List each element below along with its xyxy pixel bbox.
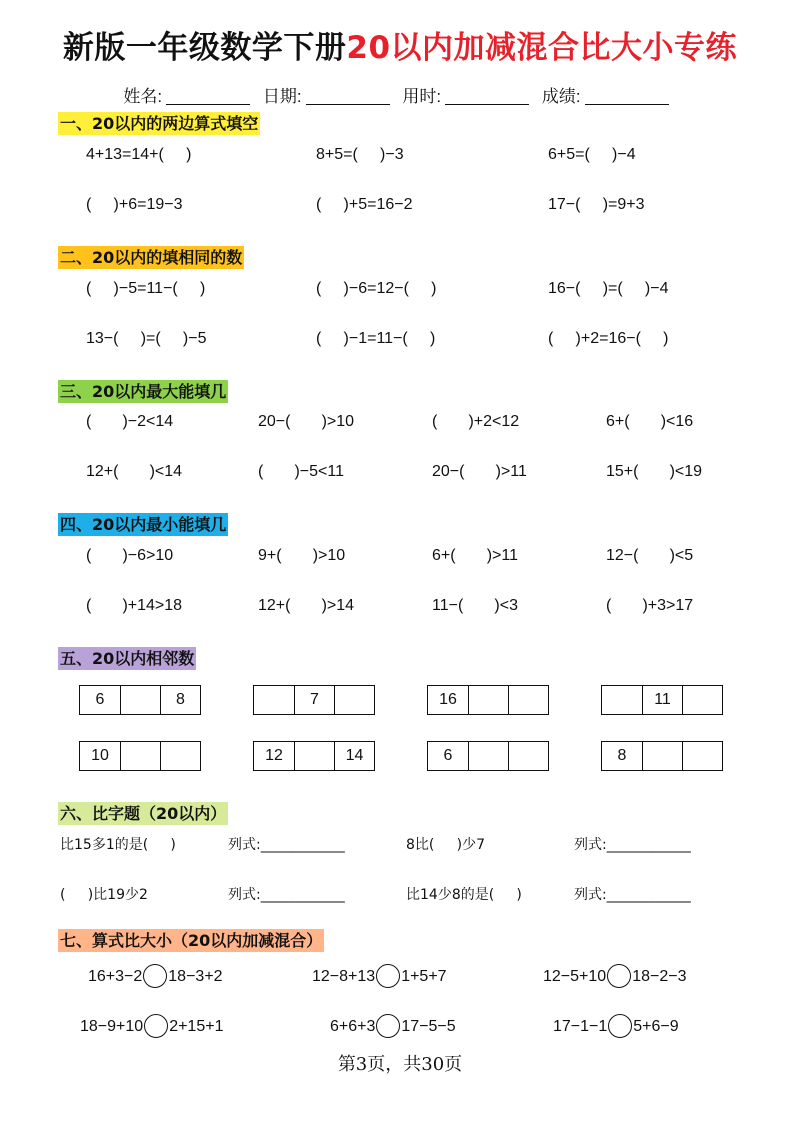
compare-left: 12−5+10	[543, 968, 607, 985]
neighbor-box	[601, 685, 723, 715]
s2-item: 16−( )=( )−4	[548, 280, 669, 297]
s1-item: 17−( )=9+3	[548, 196, 645, 213]
page-title	[0, 22, 800, 67]
s1-item: 6+5=( )−4	[548, 146, 636, 163]
neighbor-cell[interactable]	[334, 686, 374, 714]
compare-right: 1+5+7	[401, 968, 447, 985]
name-field[interactable]	[166, 88, 250, 105]
s2-item: ( )+2=16−( )	[548, 330, 669, 347]
name-label: 姓名:	[123, 87, 163, 106]
section-1-title: 一、20以内的两边算式填空	[60, 114, 259, 133]
compare-left: 16+3−2	[88, 968, 143, 985]
compare-item	[330, 1014, 456, 1038]
s4-item: 11−( )<3	[432, 597, 518, 614]
s4-item: 12−( )<5	[606, 547, 694, 564]
compare-circle[interactable]	[144, 1014, 168, 1038]
neighbor-cell[interactable]	[508, 686, 548, 714]
neighbor-cell[interactable]	[120, 742, 160, 770]
neighbor-cell[interactable]	[160, 742, 200, 770]
neighbor-cell[interactable]: 14	[334, 742, 374, 770]
section-6-title: 六、比字题（20以内）	[60, 804, 227, 823]
compare-left: 17−1−1	[553, 1018, 608, 1035]
title-main: 新版一年级数学下册	[62, 30, 347, 66]
s3-item: ( )−5<11	[258, 463, 344, 480]
neighbor-box	[427, 685, 549, 715]
neighbor-cell[interactable]: 12	[265, 747, 283, 764]
neighbor-cell[interactable]: 8	[617, 747, 627, 764]
s6-item: 列式:____________	[574, 837, 691, 853]
compare-item	[312, 964, 447, 988]
neighbor-cell[interactable]	[682, 742, 722, 770]
s1-item: ( )+5=16−2	[316, 196, 413, 213]
compare-circle[interactable]	[143, 964, 167, 988]
neighbor-box	[427, 741, 549, 771]
neighbor-cell[interactable]	[642, 742, 682, 770]
neighbor-cell[interactable]	[508, 742, 548, 770]
s6-item: 比15多1的是( )	[60, 837, 176, 853]
neighbor-box	[79, 685, 201, 715]
s3-item: 20−( )>10	[258, 413, 355, 430]
compare-item	[543, 964, 686, 988]
neighbor-cell[interactable]: 6	[95, 691, 105, 708]
student-info-row	[0, 82, 800, 107]
neighbor-box	[601, 741, 723, 771]
compare-circle[interactable]	[376, 1014, 400, 1038]
time-label: 用时:	[402, 87, 442, 106]
compare-right: 18−2−3	[632, 968, 687, 985]
neighbor-cell[interactable]	[602, 686, 642, 714]
neighbor-cell[interactable]	[682, 686, 722, 714]
compare-item	[88, 964, 223, 988]
s4-item: ( )+14>18	[86, 597, 183, 614]
s1-item: ( )+6=19−3	[86, 196, 183, 213]
title-accent: 20以内加减混合比大小专练	[346, 30, 738, 66]
neighbor-cell[interactable]: 8	[160, 686, 200, 714]
neighbor-box	[79, 741, 201, 771]
s2-item: ( )−1=11−( )	[316, 330, 436, 347]
score-label: 成绩:	[541, 87, 581, 106]
neighbor-cell[interactable]: 11	[642, 686, 682, 714]
section-4-title: 四、20以内最小能填几	[60, 515, 227, 534]
s2-item: 13−( )=( )−5	[86, 330, 207, 347]
date-label: 日期:	[262, 87, 302, 106]
neighbor-cell[interactable]	[254, 686, 294, 714]
s6-item: 8比( )少7	[406, 837, 485, 853]
s6-item: 比14少8的是( )	[406, 887, 522, 903]
time-field[interactable]	[445, 88, 529, 105]
compare-circle[interactable]	[608, 1014, 632, 1038]
compare-item	[553, 1014, 679, 1038]
s6-item: 列式:____________	[228, 837, 345, 853]
s4-item: 6+( )>11	[432, 547, 518, 564]
compare-right: 18−3+2	[168, 968, 223, 985]
s3-item: 12+( )<14	[86, 463, 183, 480]
neighbor-cell[interactable]: 7	[294, 686, 334, 714]
neighbor-cell[interactable]: 10	[91, 747, 109, 764]
s4-item: ( )−6>10	[86, 547, 174, 564]
s2-item: ( )−6=12−( )	[316, 280, 437, 297]
neighbor-cell[interactable]: 6	[443, 747, 453, 764]
s2-item: ( )−5=11−( )	[86, 280, 206, 297]
section-7-title: 七、算式比大小（20以内加减混合）	[60, 931, 323, 950]
compare-right: 5+6−9	[633, 1018, 679, 1035]
section-3-title: 三、20以内最大能填几	[60, 382, 227, 401]
compare-left: 18−9+10	[80, 1018, 144, 1035]
score-field[interactable]	[585, 88, 669, 105]
s6-item: 列式:____________	[228, 887, 345, 903]
s3-item: ( )−2<14	[86, 413, 174, 430]
neighbor-cell[interactable]	[468, 686, 508, 714]
compare-item	[80, 1014, 223, 1038]
neighbor-box	[253, 685, 375, 715]
s4-item: 12+( )>14	[258, 597, 355, 614]
compare-circle[interactable]	[607, 964, 631, 988]
page-footer: 第3页，共30页	[337, 1054, 463, 1075]
compare-left: 12−8+13	[312, 968, 376, 985]
compare-right: 2+15+1	[169, 1018, 224, 1035]
s6-item: 列式:____________	[574, 887, 691, 903]
neighbor-cell[interactable]	[468, 742, 508, 770]
s3-item: 20−( )>11	[432, 463, 527, 480]
neighbor-cell[interactable]	[294, 742, 334, 770]
compare-left: 6+6+3	[330, 1018, 376, 1035]
s4-item: ( )+3>17	[606, 597, 694, 614]
neighbor-cell[interactable]: 16	[439, 691, 457, 708]
neighbor-cell[interactable]	[120, 686, 160, 714]
compare-circle[interactable]	[376, 964, 400, 988]
s1-item: 8+5=( )−3	[316, 146, 404, 163]
neighbor-box	[253, 741, 375, 771]
s6-item: ( )比19少2	[60, 887, 148, 903]
section-2-title: 二、20以内的填相同的数	[60, 248, 243, 267]
s3-item: ( )+2<12	[432, 413, 520, 430]
date-field[interactable]	[306, 88, 390, 105]
s3-item: 15+( )<19	[606, 463, 703, 480]
s4-item: 9+( )>10	[258, 547, 346, 564]
compare-right: 17−5−5	[401, 1018, 456, 1035]
s3-item: 6+( )<16	[606, 413, 694, 430]
s1-item: 4+13=14+( )	[86, 146, 192, 163]
section-5-title: 五、20以内相邻数	[60, 649, 195, 668]
